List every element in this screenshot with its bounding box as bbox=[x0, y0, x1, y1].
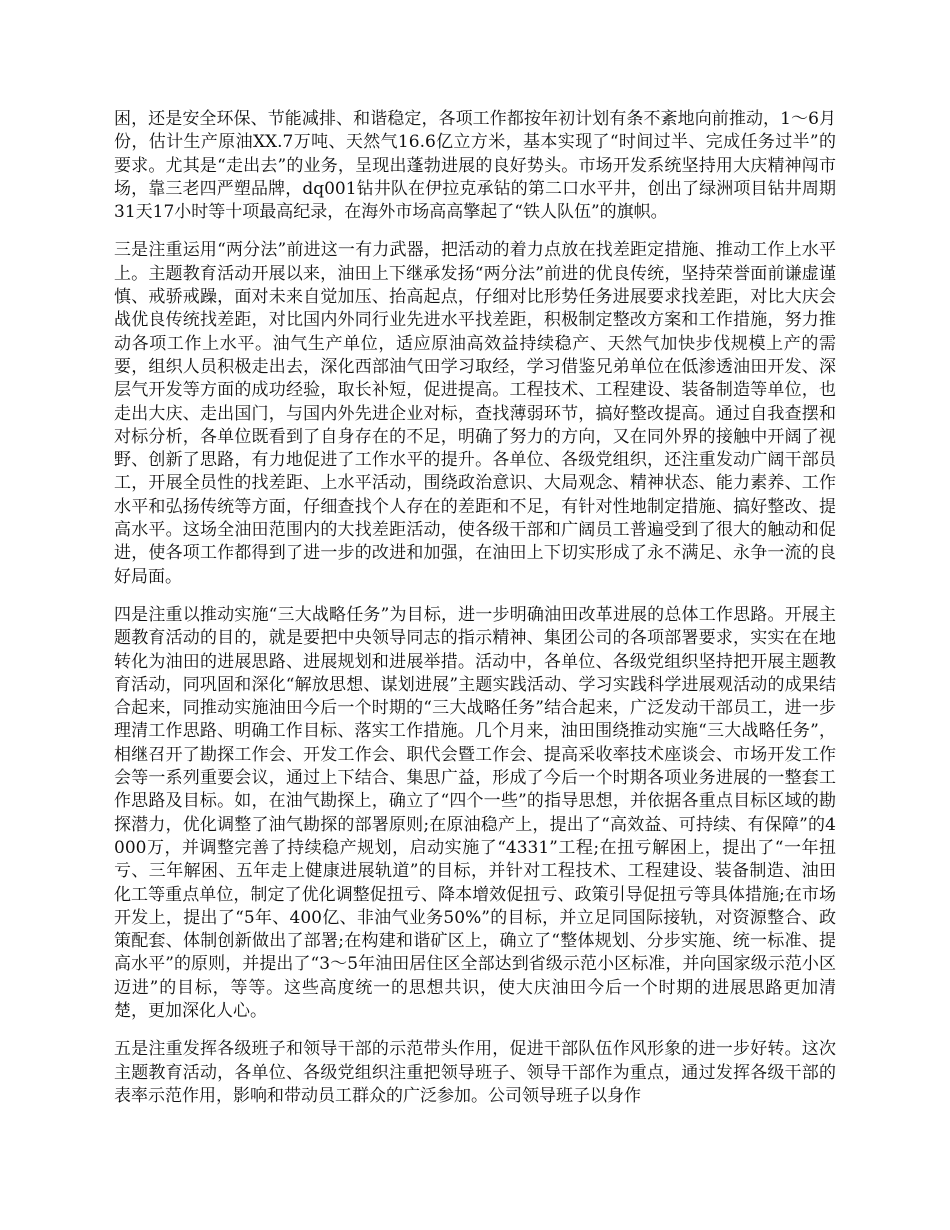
paragraph-production-summary: 困，还是安全环保、节能减排、和谐稳定，各项工作都按年初计划有条不紊地向前推动，1～6月份，估计生产原油XX.7万吨、天然气16.6亿立方米，基本实现了“时间过半、完成任务过半”的要求。尤其是“走出去”的业务，呈现出蓬勃进展的良好势头。市场开发系统坚持用大庆精神闯市场，靠三老四严塑品牌，dq001钻井队在伊拉克承钻的第二口水平井，创出了绿洲项目钻井周期31天17小时等十项最高纪录，在海外市场高高擎起了“铁人队伍”的旗帜。 bbox=[114, 109, 836, 223]
paragraph-point-five: 五是注重发挥各级班子和领导干部的示范带头作用，促进干部队伍作风形象的进一步好转。这次主题教育活动，各单位、各级党组织注重把领导班子、领导干部作为重点，通过发挥各级干部的表率示范作用，影响和带动员工群众的广泛参加。公司领导班子以身作 bbox=[114, 1039, 836, 1106]
paragraph-point-four: 四是注重以推动实施“三大战略任务”为目标，进一步明确油田改革进展的总体工作思路。开展主题教育活动的目的，就是要把中央领导同志的指示精神、集团公司的各项部署要求，实实在在地转化为油田的进展思路、进展规划和进展举措。活动中，各单位、各级党组织坚持把开展主题教育活动，同巩固和深化“解放思想、谋划进展”主题实践活动、学习实践科学进展观活动的成果结合起来，同推动实施油田今后一个时期的“三大战略任务”结合起来，广泛发动干部员工，进一步理清工作思路、明确工作目标、落实工作措施。几个月来，油田围绕推动实施“三大战略任务”，相继召开了勘探工作会、开发工作会、职代会暨工作会、提高采收率技术座谈会、市场开发工作会等一系列重要会议，通过上下结合、集思广益，形成了今后一个时期各项业务进展的一整套工作思路及目标。如，在油气勘探上，确立了“四个一些”的指导思想，并依据各重点目标区域的勘探潜力，优化调整了油气勘探的部署原则;在原油稳产上，提出了“高效益、可持续、有保障”的4000万，并调整完善了持续稳产规划，启动实施了“4331”工程;在扭亏解困上，提出了“一年扭亏、三年解困、五年走上健康进展轨道”的目标，并针对工程技术、工程建设、装备制造、油田化工等重点单位，制定了优化调整促扭亏、降本增效促扭亏、政策引导促扭亏等具体措施;在市场开发上，提出了“5年、400亿、非油气业务50%”的目标，并立足同国际接轨，对资源整合、政策配套、体制创新做出了部署;在构建和谐矿区上，确立了“整体规划、分步实施、统一标准、提高水平”的原则，并提出了“3～5年油田居住区全部达到省级示范小区标准，并向国家级示范小区迈进”的目标，等等。这些高度统一的思想共识，使大庆油田今后一个时期的进展思路更加清楚，更加深化人心。 bbox=[114, 604, 836, 1021]
document-page bbox=[114, 108, 836, 1123]
paragraph-point-three: 三是注重运用“两分法”前进这一有力武器，把活动的着力点放在找差距定措施、推动工作上水平上。主题教育活动开展以来，油田上下继承发扬“两分法”前进的优良传统，坚持荣誉面前谦虚谨慎、戒骄戒躁，面对未来自觉加压、抬高起点，仔细对比形势任务进展要求找差距，对比大庆会战优良传统找差距，对比国内外同行业先进水平找差距，积极制定整改方案和工作措施，努力推动各项工作上水平。油气生产单位，适应原油高效益持续稳产、天然气加快步伐规模上产的需要，组织人员积极走出去，深化西部油气田学习取经，学习借鉴兄弟单位在低渗透油田开发、深层气开发等方面的成功经验，取长补短，促进提高。工程技术、工程建设、装备制造等单位，也走出大庆、走出国门，与国内外先进企业对标，查找薄弱环节，搞好整改提高。通过自我查摆和对标分析，各单位既看到了自身存在的不足，明确了努力的方向，又在同外界的接触中开阔了视野、创新了思路，有力地促进了工作水平的提升。各单位、各级党组织，还注重发动广阔干部员工，开展全员性的找差距、上水平活动，围绕政治意识、大局观念、精神状态、能力素养、工作水平和弘扬传统等方面，仔细查找个人存在的差距和不足，有针对性地制定措施、搞好整改、提高水平。这场全油田范围内的大找差距活动，使各级干部和广阔员工普遍受到了很大的触动和促进，使各项工作都得到了进一步的改进和加强，在油田上下切实形成了永不满足、永争一流的良好局面。 bbox=[114, 240, 836, 587]
